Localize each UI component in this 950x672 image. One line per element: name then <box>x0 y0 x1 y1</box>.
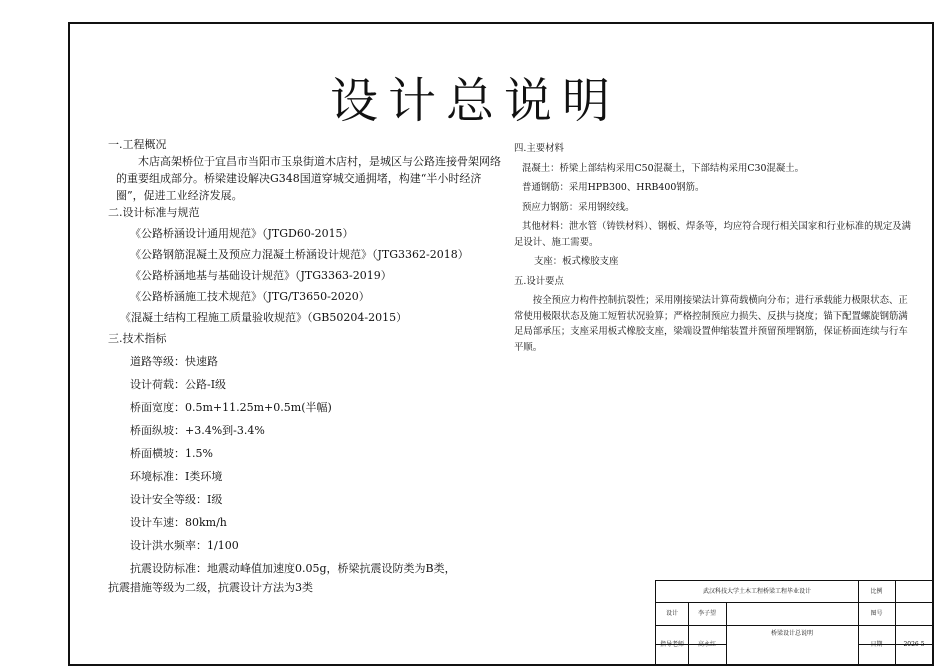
overview-paragraph: 木店高架桥位于宜昌市当阳市玉泉街道木店村，是城区与公路连接骨架网络的重要组成部分。桥梁建设解决G348国道穿城交通拥堵，构建“半小时经济圈”，促进工业经济发展。 <box>116 155 501 202</box>
designer-name: 李子望 <box>697 609 716 617</box>
date-label: 日期 <box>870 641 883 648</box>
section-heading-materials: 四.主要材料 <box>514 143 564 154</box>
material-other: 其他材料：泄水管（铸铁材料）、钢板、焊条等，均应符合现行相关国家和行业标准的规定及满足设计、施工需要。 <box>514 221 912 248</box>
standard-item: 《混凝土结构工程施工质量验收规范》（GB50204-2015） <box>120 311 408 324</box>
standard-item: 《公路桥涵施工技术规范》（JTG/T3650-2020） <box>130 290 370 303</box>
indicator-item: 设计荷载：公路-Ⅰ级 <box>130 378 227 391</box>
standard-item: 《公路钢筋混凝土及预应力混凝土桥涵设计规范》（JTG3362-2018） <box>130 248 469 261</box>
material-rebar: 普通钢筋：采用HPB300、HRB400钢筋。 <box>522 182 705 193</box>
indicator-item: 设计洪水频率：1/100 <box>130 539 239 552</box>
material-bearing: 支座：板式橡胶支座 <box>534 256 619 267</box>
design-points-paragraph: 按全预应力构件控制抗裂性；采用刚接梁法计算荷载横向分布；进行承载能力极限状态、正常使用极限状态及施工短暂状况验算；严格控制预应力损失、反拱与挠度；锚下配置螺旋钢筋满足局部承压；支座采用板式橡胶支座，梁端设置伸缩装置并预留预埋钢筋，保证桥面连续与行车平顺。 <box>514 295 908 353</box>
design-label: 设计 <box>665 609 678 617</box>
indicator-item: 环境标准：Ⅰ类环境 <box>130 470 223 483</box>
indicator-item: 桥面纵坡：+3.4%到-3.4% <box>130 424 265 437</box>
date-value: 2026-5 <box>903 641 925 648</box>
drawing-title: 桥梁设计总说明 <box>770 629 813 637</box>
advisor-name: 高永红 <box>697 641 716 648</box>
material-concrete: 混凝土：桥梁上部结构采用C50混凝土，下部结构采用C30混凝土。 <box>522 162 804 174</box>
indicator-item: 设计车速：80km/h <box>130 516 227 529</box>
indicator-item: 道路等级：快速路 <box>130 355 218 368</box>
drawing-no-label: 图号 <box>870 609 883 617</box>
indicator-item: 桥面横坡：1.5% <box>130 447 213 460</box>
advisor-label: 指导老师 <box>659 641 684 648</box>
scale-label: 比例 <box>870 587 883 595</box>
indicator-item: 设计安全等级：Ⅰ级 <box>130 493 223 506</box>
title-block <box>655 580 934 666</box>
seismic-line: 抗震设防标准：地震动峰值加速度0.05g，桥梁抗震设防类为B类， <box>130 562 456 575</box>
standard-item: 《公路桥涵设计通用规范》（JTGD60-2015） <box>130 227 354 240</box>
left-column <box>108 136 503 596</box>
school-name: 武汉科技大学土木工程桥梁工程毕业设计 <box>702 587 811 595</box>
seismic-line: 抗震措施等级为二级，抗震设计方法为3类 <box>108 581 313 594</box>
section-heading-design-points: 五.设计要点 <box>514 275 564 287</box>
section-heading-overview: 一.工程概况 <box>108 138 167 151</box>
standard-item: 《公路桥涵地基与基础设计规范》（JTG3363-2019） <box>130 269 392 282</box>
drawing-no-value <box>895 602 933 625</box>
section-heading-standards: 二.设计标准与规范 <box>108 206 200 219</box>
right-column <box>514 141 914 359</box>
scale-value <box>895 581 933 602</box>
indicator-item: 桥面宽度：0.5m+11.25m+0.5m(半幅) <box>130 401 332 414</box>
section-heading-indicators: 三.技术指标 <box>108 332 167 345</box>
material-prestress: 预应力钢筋：采用钢绞线。 <box>522 201 635 213</box>
page-title: 设计总说明 <box>329 73 620 129</box>
